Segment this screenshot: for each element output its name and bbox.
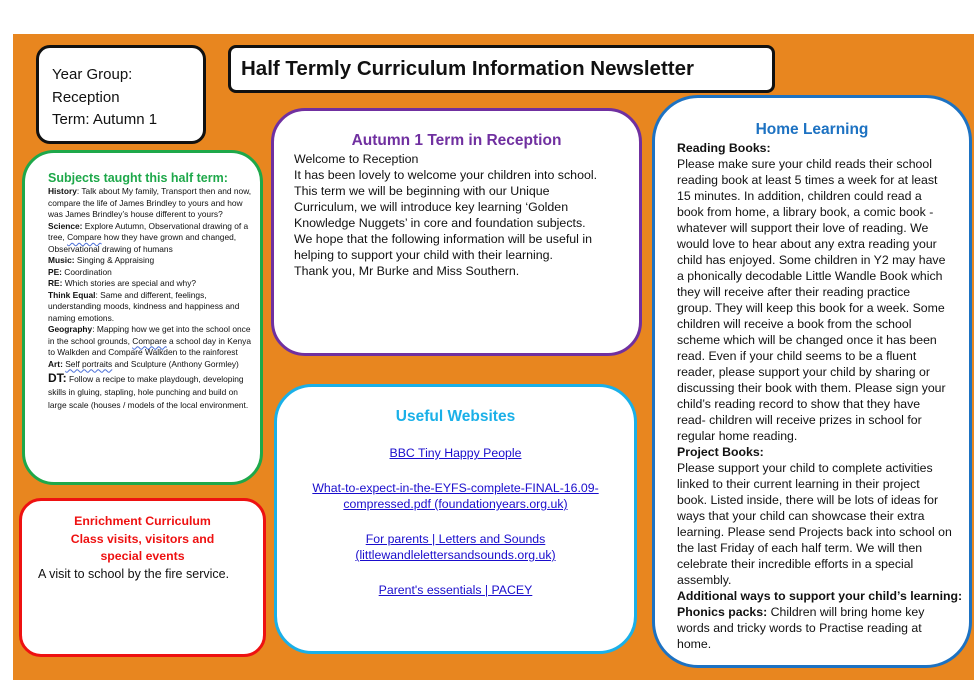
subject-text: Talk about My family, Transport then and now, compare the life of James Brindley to yours and how was James Brindley’s house different to yours? xyxy=(48,186,252,219)
subject-pe xyxy=(48,267,252,279)
phonics-packs-text: Phonics packs: Children will bring home key words and tricky words to Practise reading at home. xyxy=(677,605,925,651)
project-books-heading: Project Books: xyxy=(677,445,764,459)
link-pacey-parents-essentials[interactable]: Parent's essentials | PACEY xyxy=(378,582,533,597)
subject-science: Science: Explore Autumn, Observational drawing of a tree, Compare how they have grown and changed, Observational drawing of humans xyxy=(48,220,249,254)
subject-text: Follow a recipe to make playdough, developing skills in gluing, stapling, hole punching and build on large scale (houses / models of the local environment. xyxy=(48,374,249,410)
link-letters-and-sounds[interactable]: For parents | Letters and Sounds (littlewandlelettersandsounds.org.uk) xyxy=(355,531,556,562)
subject-art: Art: Self portraits and Sculpture (Anthony Gormley) xyxy=(48,358,239,369)
subject-history: History: Talk about My family, Transport then and now, compare the life of James Brindley to yours and how was James Brindley’s house different to yours? xyxy=(48,186,252,219)
subjects-box xyxy=(22,150,263,485)
subjects-title: Subjects taught this half term: xyxy=(48,171,228,185)
subject-label: Music: xyxy=(48,255,75,265)
additional-support-heading: Additional ways to support your child’s learning: xyxy=(677,589,963,603)
subject-re xyxy=(48,278,252,290)
subject-label: PE: xyxy=(48,266,62,277)
autumn-line: Curriculum, we will introduce key learning ‘Golden xyxy=(294,200,569,214)
autumn-line: Knowledge Nuggets’ in core and foundation subjects. xyxy=(294,216,586,230)
enrichment-title: Enrichment Curriculum xyxy=(74,514,211,528)
term-label: Term: Autumn 1 xyxy=(52,111,158,128)
useful-websites-box xyxy=(274,384,637,654)
autumn-term-title: Autumn 1 Term in Reception xyxy=(351,132,562,149)
newsletter-title: Half Termly Curriculum Information Newsletter xyxy=(228,45,775,93)
autumn-line: It has been lovely to welcome your children into school. xyxy=(294,168,598,182)
autumn-line: Thank you, Mr Burke and Miss Southern. xyxy=(294,264,520,278)
subject-label: Think Equal xyxy=(48,289,96,300)
useful-websites-title: Useful Websites xyxy=(395,408,516,425)
subject-text: Same and different, feelings, understanding moods, kindness and happiness and naming emotions. xyxy=(48,289,240,323)
subject-think-equal: Think Equal: Same and different, feelings, understanding moods, kindness and happiness and naming emotions. xyxy=(48,289,240,323)
phonics-packs-label: Phonics packs: xyxy=(677,605,768,619)
subject-label: Art: xyxy=(48,358,63,369)
enrichment-body: A visit to school by the fire service. xyxy=(38,566,230,581)
autumn-line: Welcome to Reception xyxy=(294,152,419,166)
spellcheck-flagged-word: Compare xyxy=(132,335,167,346)
subject-label: Geography xyxy=(48,324,93,334)
year-group-value: Reception xyxy=(52,88,120,106)
spellcheck-flagged-word: Compare xyxy=(67,232,102,242)
year-group-label: Year Group: xyxy=(52,66,133,83)
reading-books-heading: Reading Books: xyxy=(677,141,771,155)
spellcheck-flagged-word: Self portraits xyxy=(65,358,113,369)
year-group-box xyxy=(36,45,206,144)
autumn-line: helping to support your child with their learning. xyxy=(294,248,553,262)
subject-label: DT: xyxy=(48,371,67,385)
reading-books-text: Please make sure your child reads their school reading book at least 5 times a week for at least 15 minutes. In addition, children could read a book from home, a library book, a comic book - whatever will support their love of reading. We would love to hear about any extra reading your child has enjoyed. Some children in Y2 may have a phonically decodable Little Wandle Book which they will receive after their reading practice group. They will keep this book for a week. Some children will receive a book from the school scheme which will be changed once it has been read. Even if your child seems to be a fluent reader, please support your child by sharing or discussing their book with them. Please sign your child’s reading record to show that they have read- children will receive prizes in school for regular home reading. xyxy=(677,157,946,443)
project-books-text: Please support your child to complete activities linked to their current learning in their project book. Listed inside, there will be lots of ideas for ways that your child can showcase their extra learning. Please send Projects back into school on the last Friday of each half term. We will then celebrate their incredible efforts in a special assembly. xyxy=(677,461,952,587)
subject-label: RE: xyxy=(48,278,63,288)
subject-music xyxy=(48,255,252,267)
subject-geography: Geography: Mapping how we get into the school once in the school grounds, Compare a school day in Kenya to Walkden and Compare Walkden to the rainforest xyxy=(48,324,252,357)
home-learning-box xyxy=(652,95,972,668)
autumn-term-box xyxy=(271,108,642,356)
link-bbc-tiny-happy-people[interactable]: BBC Tiny Happy People xyxy=(389,446,522,460)
subject-dt xyxy=(48,372,252,411)
autumn-line: We hope that the following information will be useful in xyxy=(294,232,593,246)
home-learning-title: Home Learning xyxy=(755,121,869,138)
link-eyfs-what-to-expect[interactable]: What-to-expect-in-the-EYFS-complete-FINAL-16.09- compressed.pdf (foundationyears.org.uk) xyxy=(312,480,599,511)
subject-text: Which stories are special and why? xyxy=(64,278,197,288)
autumn-line: This term we will be beginning with our Unique xyxy=(294,184,550,198)
subject-label: Science: xyxy=(48,220,83,231)
enrichment-subtitle: Class visits, visitors and special events xyxy=(70,531,215,563)
subject-text: Singing & Appraising xyxy=(76,255,155,265)
enrichment-box xyxy=(19,498,266,657)
subject-text: Coordination xyxy=(64,266,112,277)
subject-label: History xyxy=(48,186,77,196)
